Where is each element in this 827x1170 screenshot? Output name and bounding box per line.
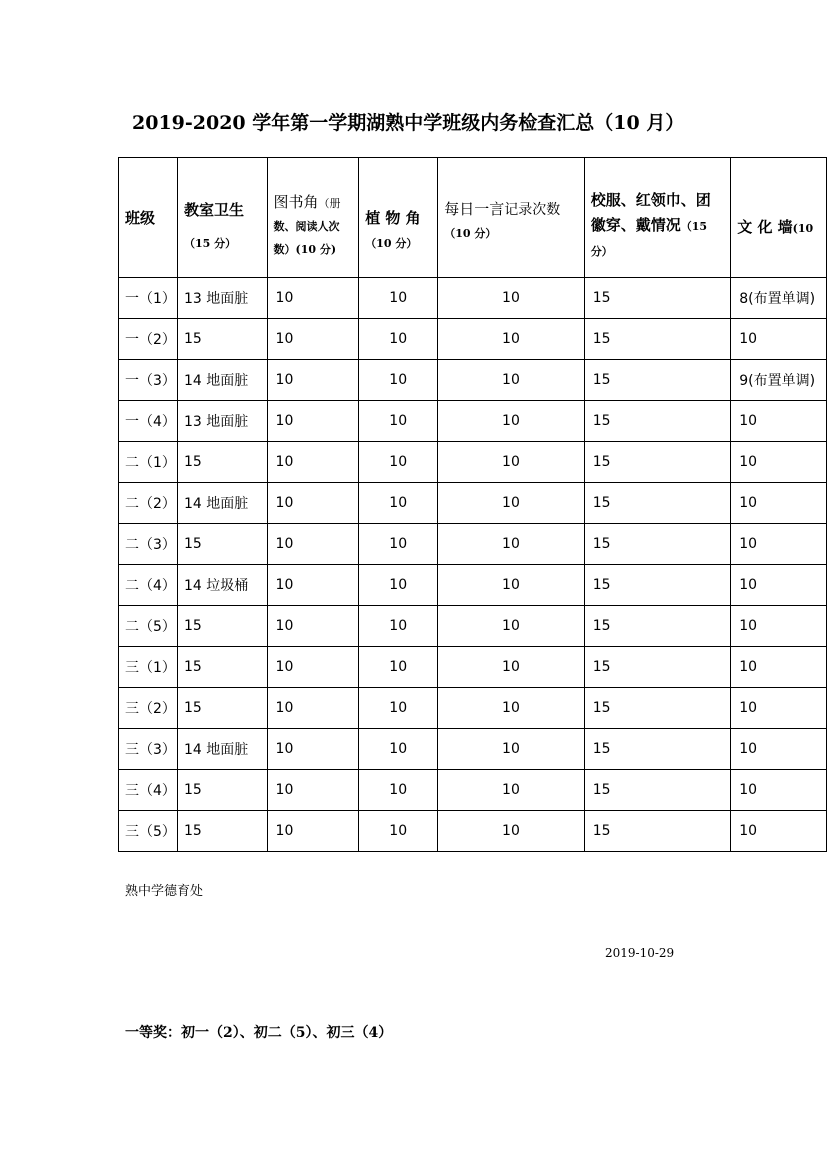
cell-daily-quote: 10	[438, 319, 584, 360]
cell-uniform: 15	[584, 483, 731, 524]
cell-uniform: 15	[584, 811, 731, 852]
cell-class: 一（1）	[119, 278, 178, 319]
table-row	[119, 524, 827, 565]
cell-uniform: 15	[584, 524, 731, 565]
cell-uniform: 15	[584, 442, 731, 483]
cell-book-corner: 10	[267, 442, 359, 483]
header-daily-quote-score: （10 分）	[444, 227, 497, 240]
cell-daily-quote: 10	[438, 360, 584, 401]
cell-culture-wall: 10	[731, 811, 827, 852]
cell-daily-quote: 10	[438, 770, 584, 811]
table-row	[119, 647, 827, 688]
cell-uniform: 15	[584, 401, 731, 442]
header-daily-quote-sub: 记录次数	[504, 202, 561, 218]
cell-classroom-hygiene: 15	[177, 606, 267, 647]
cell-book-corner: 10	[267, 319, 359, 360]
header-culture-wall-score: (10	[792, 221, 814, 235]
cell-plant-corner: 10	[359, 770, 438, 811]
cell-class: 三（1）	[119, 647, 178, 688]
header-classroom-hygiene-label: 教室卫生	[183, 200, 244, 219]
cell-book-corner: 10	[267, 401, 359, 442]
cell-class: 二（2）	[119, 483, 178, 524]
cell-class: 二（3）	[119, 524, 178, 565]
cell-book-corner: 10	[267, 524, 359, 565]
cell-plant-corner: 10	[359, 647, 438, 688]
header-class	[119, 158, 178, 278]
cell-daily-quote: 10	[438, 606, 584, 647]
cell-plant-corner: 10	[359, 811, 438, 852]
cell-book-corner: 10	[267, 360, 359, 401]
cell-classroom-hygiene: 15	[177, 688, 267, 729]
cell-daily-quote: 10	[438, 565, 584, 606]
cell-daily-quote: 10	[438, 524, 584, 565]
cell-plant-corner: 10	[359, 524, 438, 565]
header-classroom-hygiene	[177, 158, 267, 278]
cell-uniform: 15	[584, 565, 731, 606]
cell-book-corner: 10	[267, 770, 359, 811]
cell-plant-corner: 10	[359, 442, 438, 483]
document-title: 2019-2020 学年第一学期湖熟中学班级内务检查汇总（10 月）	[132, 112, 685, 134]
cell-classroom-hygiene: 15	[177, 647, 267, 688]
header-classroom-hygiene-score: （15 分）	[183, 236, 237, 250]
cell-class: 三（5）	[119, 811, 178, 852]
cell-culture-wall: 10	[731, 729, 827, 770]
table-row	[119, 606, 827, 647]
cell-uniform: 15	[584, 360, 731, 401]
cell-uniform: 15	[584, 278, 731, 319]
header-uniform-label: 校服、红领巾、团徽穿、戴情况	[590, 190, 711, 234]
cell-classroom-hygiene: 14 地面脏	[177, 483, 267, 524]
table-row	[119, 811, 827, 852]
header-daily-quote	[438, 158, 584, 278]
cell-book-corner: 10	[267, 647, 359, 688]
cell-classroom-hygiene: 15	[177, 770, 267, 811]
cell-uniform: 15	[584, 647, 731, 688]
header-uniform	[584, 158, 731, 278]
cell-classroom-hygiene: 15	[177, 811, 267, 852]
cell-daily-quote: 10	[438, 811, 584, 852]
cell-book-corner: 10	[267, 278, 359, 319]
cell-plant-corner: 10	[359, 688, 438, 729]
cell-class: 一（2）	[119, 319, 178, 360]
cell-uniform: 15	[584, 688, 731, 729]
cell-classroom-hygiene: 14 地面脏	[177, 729, 267, 770]
first-prize-line: 一等奖：初一（2）、初二（5）、初三（4）	[125, 1025, 393, 1041]
cell-plant-corner: 10	[359, 565, 438, 606]
cell-daily-quote: 10	[438, 729, 584, 770]
cell-daily-quote: 10	[438, 278, 584, 319]
cell-class: 三（3）	[119, 729, 178, 770]
table-row	[119, 688, 827, 729]
cell-book-corner: 10	[267, 811, 359, 852]
cell-culture-wall: 10	[731, 565, 827, 606]
cell-uniform: 15	[584, 770, 731, 811]
cell-plant-corner: 10	[359, 278, 438, 319]
header-culture-wall-label: 文 化 墙	[737, 217, 793, 236]
table-row	[119, 360, 827, 401]
cell-culture-wall: 10	[731, 442, 827, 483]
cell-class: 二（4）	[119, 565, 178, 606]
header-book-corner-extra: 数、阅读人次数）(10 分)	[273, 219, 340, 256]
header-book-corner-sub: （册	[318, 196, 341, 210]
cell-book-corner: 10	[267, 483, 359, 524]
cell-culture-wall: 10	[731, 524, 827, 565]
header-daily-quote-label: 每日一言	[444, 200, 505, 218]
cell-uniform: 15	[584, 606, 731, 647]
cell-culture-wall: 10	[731, 606, 827, 647]
issuing-department: 熟中学德育处	[125, 884, 204, 899]
header-book-corner-label: 图书角	[273, 192, 319, 211]
inspection-table	[118, 157, 827, 852]
cell-culture-wall: 10	[731, 647, 827, 688]
table-row	[119, 278, 827, 319]
cell-classroom-hygiene: 15	[177, 319, 267, 360]
header-book-corner	[267, 158, 359, 278]
cell-classroom-hygiene: 13 地面脏	[177, 278, 267, 319]
cell-book-corner: 10	[267, 688, 359, 729]
table-row	[119, 319, 827, 360]
cell-class: 三（2）	[119, 688, 178, 729]
cell-book-corner: 10	[267, 606, 359, 647]
table-header-row	[119, 158, 827, 278]
issue-date: 2019-10-29	[605, 946, 675, 960]
cell-class: 二（1）	[119, 442, 178, 483]
cell-daily-quote: 10	[438, 483, 584, 524]
header-uniform-score: （15 分）	[590, 219, 708, 258]
cell-classroom-hygiene: 14 地面脏	[177, 360, 267, 401]
header-class-label: 班级	[125, 209, 156, 227]
cell-classroom-hygiene: 13 地面脏	[177, 401, 267, 442]
cell-culture-wall: 10	[731, 483, 827, 524]
header-plant-corner-label: 植 物 角	[365, 208, 421, 227]
cell-classroom-hygiene: 15	[177, 524, 267, 565]
cell-culture-wall: 8(布置单调)	[731, 278, 827, 319]
cell-culture-wall: 9(布置单调)	[731, 360, 827, 401]
table-row	[119, 770, 827, 811]
cell-culture-wall: 10	[731, 688, 827, 729]
cell-uniform: 15	[584, 729, 731, 770]
cell-class: 一（3）	[119, 360, 178, 401]
cell-book-corner: 10	[267, 565, 359, 606]
cell-plant-corner: 10	[359, 729, 438, 770]
table-row	[119, 729, 827, 770]
cell-classroom-hygiene: 14 垃圾桶	[177, 565, 267, 606]
cell-culture-wall: 10	[731, 401, 827, 442]
cell-daily-quote: 10	[438, 401, 584, 442]
header-plant-corner	[359, 158, 438, 278]
cell-class: 二（5）	[119, 606, 178, 647]
cell-culture-wall: 10	[731, 770, 827, 811]
cell-plant-corner: 10	[359, 360, 438, 401]
cell-book-corner: 10	[267, 729, 359, 770]
cell-daily-quote: 10	[438, 688, 584, 729]
cell-uniform: 15	[584, 319, 731, 360]
cell-daily-quote: 10	[438, 647, 584, 688]
header-plant-corner-score: （10 分）	[365, 236, 418, 250]
table-row	[119, 401, 827, 442]
cell-culture-wall: 10	[731, 319, 827, 360]
cell-plant-corner: 10	[359, 319, 438, 360]
cell-daily-quote: 10	[438, 442, 584, 483]
cell-plant-corner: 10	[359, 483, 438, 524]
cell-class: 一（4）	[119, 401, 178, 442]
cell-classroom-hygiene: 15	[177, 442, 267, 483]
header-culture-wall	[731, 158, 827, 278]
table-row	[119, 442, 827, 483]
cell-plant-corner: 10	[359, 401, 438, 442]
cell-class: 三（4）	[119, 770, 178, 811]
table-row	[119, 565, 827, 606]
cell-plant-corner: 10	[359, 606, 438, 647]
table-row	[119, 483, 827, 524]
